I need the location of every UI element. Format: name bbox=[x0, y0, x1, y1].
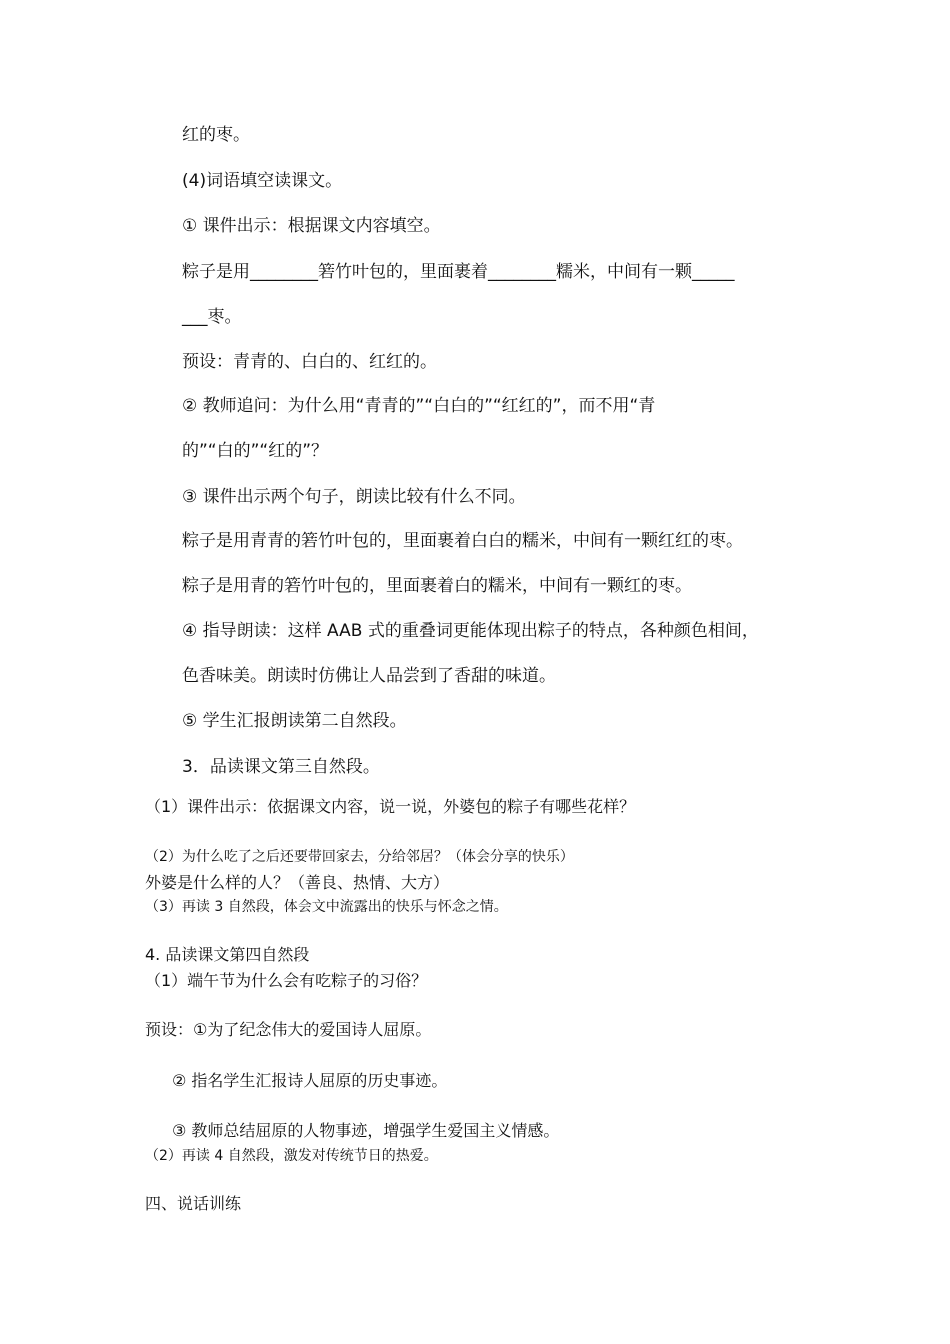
text-line: （1）课件出示：依据课文内容，说一说，外婆包的粽子有哪些花样？ bbox=[145, 797, 636, 816]
text-line: （2）为什么吃了之后还要带回家去，分给邻居？（体会分享的快乐） bbox=[145, 849, 574, 865]
text-line: 红的枣。 bbox=[182, 125, 250, 145]
text-line: ① 课件出示：根据课文内容填空。 bbox=[182, 216, 441, 236]
text-line: ⑤ 学生汇报朗读第二自然段。 bbox=[182, 711, 407, 731]
section-heading: 3．品读课文第三自然段。 bbox=[182, 757, 380, 777]
example-sentence: 粽子是用青青的箬竹叶包的，里面裹着白白的糯米，中间有一颗红红的枣。 bbox=[182, 531, 743, 551]
text-line: （2）再读 4 自然段，激发对传统节日的热爱。 bbox=[145, 1148, 438, 1164]
fill-in-blank-line: 粽子是用________箬竹叶包的，里面裹着________糯米，中间有一颗_____ bbox=[182, 262, 735, 282]
text-line: (4)词语填空读课文。 bbox=[182, 171, 343, 191]
text-line: 外婆是什么样的人？（善良、热情、大方） bbox=[145, 873, 450, 892]
text-line: ③ 课件出示两个句子，朗读比较有什么不同。 bbox=[182, 487, 526, 507]
text-line: ④ 指导朗读：这样 AAB 式的重叠词更能体现出粽子的特点，各种颜色相间， bbox=[182, 621, 759, 641]
fill-in-blank-line: ___枣。 bbox=[182, 307, 242, 327]
text-line: 预设：青青的、白白的、红红的。 bbox=[182, 352, 437, 372]
text-line: ② 指名学生汇报诗人屈原的历史事迹。 bbox=[172, 1071, 448, 1090]
text-line: （1）端午节为什么会有吃粽子的习俗？ bbox=[145, 971, 428, 990]
text-line: ③ 教师总结屈原的人物事迹，增强学生爱国主义情感。 bbox=[172, 1121, 560, 1140]
example-sentence: 粽子是用青的箬竹叶包的，里面裹着白的糯米，中间有一颗红的枣。 bbox=[182, 576, 692, 596]
text-line: 的”“白的”“红的”？ bbox=[182, 441, 329, 461]
section-heading: 四、说话训练 bbox=[145, 1194, 242, 1213]
text-line: 色香味美。朗读时仿佛让人品尝到了香甜的味道。 bbox=[182, 666, 556, 686]
text-line: （3）再读 3 自然段，体会文中流露出的快乐与怀念之情。 bbox=[145, 899, 508, 915]
text-line: 预设：①为了纪念伟大的爱国诗人屈原。 bbox=[145, 1020, 432, 1039]
section-heading: 4. 品读课文第四自然段 bbox=[145, 945, 310, 964]
text-line: ② 教师追问：为什么用“青青的”“白白的”“红红的”，而不用“青 bbox=[182, 396, 656, 416]
